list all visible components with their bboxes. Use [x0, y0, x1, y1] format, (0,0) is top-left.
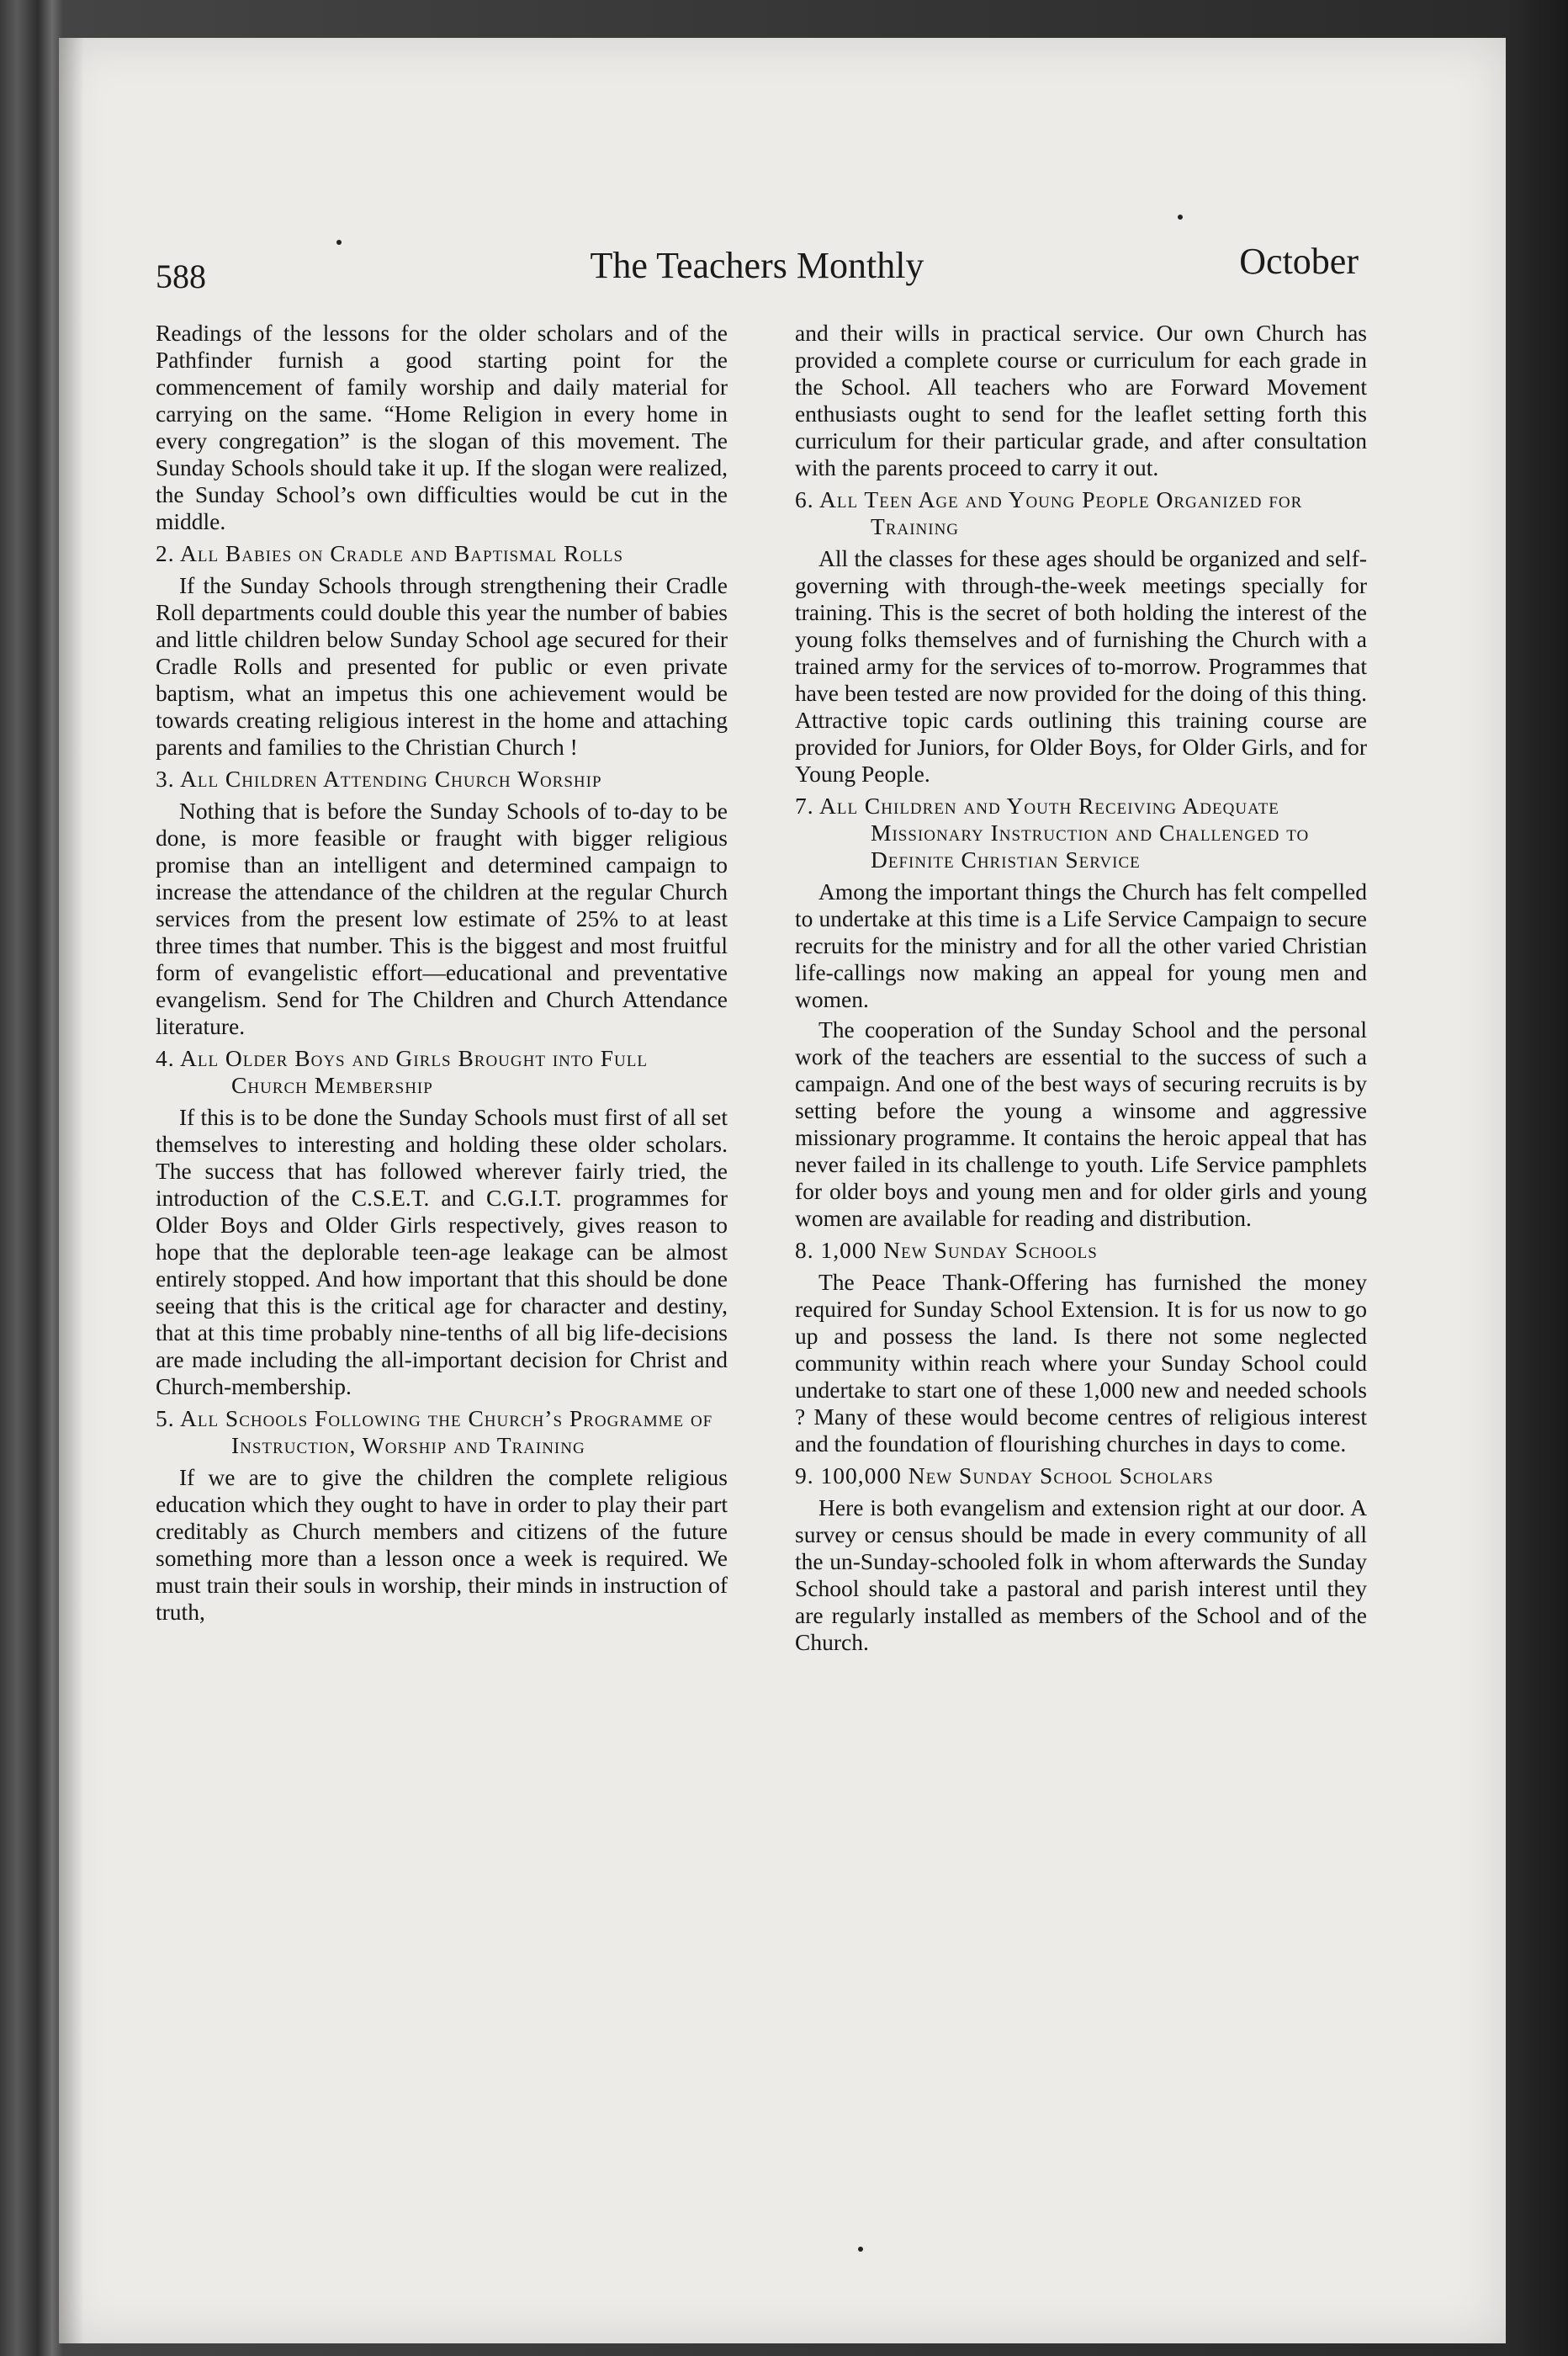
paragraph: Here is both evangelism and extension right at our door. A survey or census should be made in every community of all the un-Sunday-schooled folk in whom afterwards the Sunday School should take a pastoral and parish interest until they are regularly installed as members of the School and of the Church. [795, 1494, 1367, 1655]
section-heading: 8. 1,000 New Sunday Schools [795, 1237, 1098, 1263]
section-heading: 3. All Children Attending Church Worship [156, 766, 602, 792]
issue-month: October [1239, 241, 1359, 282]
ink-speck [858, 2247, 863, 2252]
paragraph: If this is to be done the Sunday Schools must first of all set themselves to interesting and holding these older scholars. The success that has followed wherever fairly tried, the introduction of the C.S.E.T. and C.G.I.T. programmes for Older Boys and Older Girls respectively, gives reason to hope that the deplorable teen-age leakage can be almost entirely stopped. And how important that this should be done seeing that this is the critical age for character and destiny, that at this time probably nine-tenths of all big life-decisions are made including the all-important decision for Christ and Church-membership. [156, 1104, 728, 1399]
text-columns [156, 320, 1367, 2112]
section-heading: 2. All Babies on Cradle and Baptismal Rolls [156, 540, 624, 566]
page-number: 588 [156, 257, 206, 295]
paragraph: and their wills in practical service. Our own Church has provided a complete course or curriculum for each grade in the School. All teachers who are Forward Movement enthusiasts ought to send for the leaflet setting forth this curriculum for their particular grade, and after consultation with the parents proceed to carry it out. [795, 320, 1367, 480]
right-column [795, 320, 1367, 2112]
section-heading: 6. All Teen Age and Young People Organized for Training [795, 486, 1303, 539]
section-heading: 7. All Children and Youth Receiving Adequate Missionary Instruction and Challenged to Definite Christian Service [795, 793, 1310, 873]
paragraph: The cooperation of the Sunday School and the personal work of the teachers are essential to the success of such a campaign. And one of the best ways of securing recruits is by setting before the young a winsome and aggressive missionary programme. It contains the heroic appeal that has never failed in its challenge to youth. Life Service pamphlets for older boys and young men and for older girls and young women are available for reading and distribution. [795, 1016, 1367, 1231]
left-column [156, 320, 728, 2112]
paragraph: Among the important things the Church has felt compelled to undertake at this time is a Life Service Campaign to secure recruits for the ministry and for all the other varied Christian life-callings now making an appeal for young men and women. [795, 878, 1367, 1012]
paragraph: The Peace Thank-Offering has furnished the money required for Sunday School Extension. It is for us now to go up and possess the land. Is there not some neglected community within reach where your Sunday School could undertake to start one of these 1,000 new and needed schools ? Many of these would become centres of religious interest and the foundation of flourishing churches in days to come. [795, 1269, 1367, 1457]
section-heading: 5. All Schools Following the Church’s Programme of Instruction, Worship and Training [156, 1405, 713, 1458]
paragraph: Readings of the lessons for the older scholars and of the Pathfinder furnish a good starting point for the commencement of family worship and daily material for carrying on the same. “Home Religion in every home in every congregation” is the slogan of this movement. The Sunday Schools should take it up. If the slogan were realized, the Sunday School’s own difficulties would be cut in the middle. [156, 320, 728, 534]
paragraph: If we are to give the children the complete religious education which they ought to have in order to play their part creditably as Church members and citizens of the future something more than a lesson once a week is required. We must train their souls in worship, their minds in instruction of truth, [156, 1464, 728, 1625]
paragraph: All the classes for these ages should be organized and self-governing with through-the-week meetings specially for training. This is the secret of both holding the interest of the young folks themselves and of furnishing the Church with a trained army for the services of to-morrow. Programmes that have been tested are now provided for the doing of this thing. Attractive topic cards outlining this training course are provided for Juniors, for Older Boys, for Older Girls, and for Young People. [795, 545, 1367, 787]
ink-speck [1178, 215, 1183, 220]
running-title: The Teachers Monthly [590, 245, 924, 286]
page-header [156, 240, 1359, 299]
section-heading: 4. All Older Boys and Girls Brought into Full Church Membership [156, 1045, 648, 1098]
paragraph: Nothing that is before the Sunday Schools of to-day to be done, is more feasible or fraught with bigger religious promise than an intelligent and determined campaign to increase the attendance of the children at the regular Church services from the present low estimate of 25% to at least three times that number. This is the biggest and most fruitful form of evangelistic effort—educational and preventative evangelism. Send for The Children and Church Attendance literature. [156, 798, 728, 1039]
section-heading: 9. 100,000 New Sunday School Scholars [795, 1462, 1214, 1488]
paragraph: If the Sunday Schools through strengthening their Cradle Roll departments could double this year the number of babies and little children below Sunday School age secured for their Cradle Rolls and presented for public or even private baptism, what an impetus this one achievement would be towards creating religious interest in the home and attaching parents and families to the Christian Church ! [156, 572, 728, 760]
